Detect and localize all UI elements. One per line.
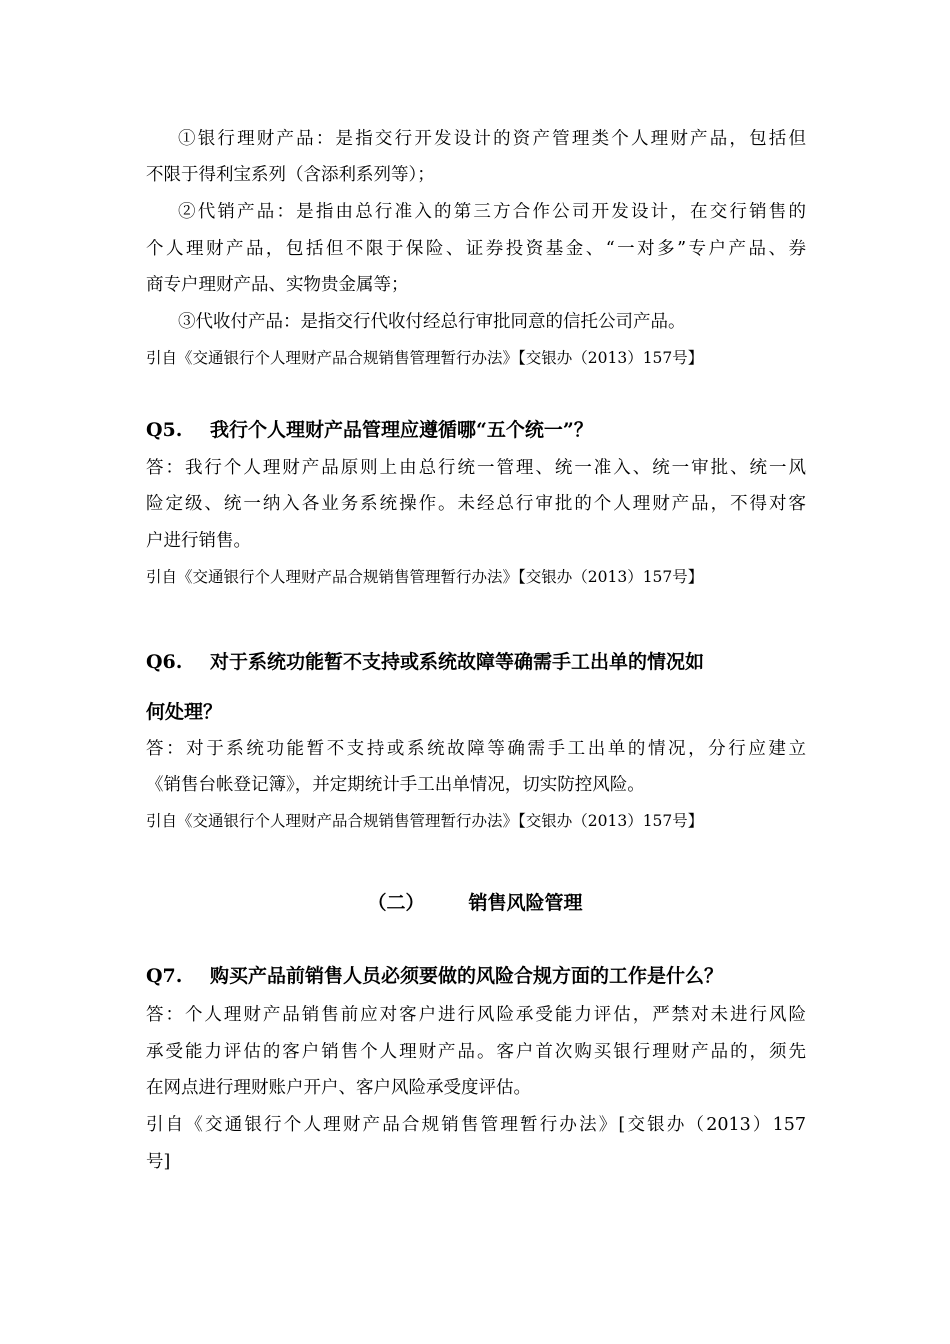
q7-answer-line2: 承受能力评估的客户销售个人理财产品。客户首次购买银行理财产品的，须先 bbox=[146, 1042, 806, 1062]
q7-answer-line3: 在网点进行理财账户开户、客户风险承受度评估。 bbox=[146, 1078, 531, 1098]
q5-heading bbox=[146, 416, 806, 444]
intro-citation: 引自《交通银行个人理财产品合规销售管理暂行办法》【交银办（2013）157号】 bbox=[146, 349, 704, 367]
q6-title-line2: 何处理？ bbox=[146, 701, 223, 723]
q6-title-line1: 对于系统功能暂不支持或系统故障等确需手工出单的情况如 bbox=[210, 651, 705, 673]
q6-citation: 引自《交通银行个人理财产品合规销售管理暂行办法》【交银办（2013）157号】 bbox=[146, 812, 704, 830]
q6-answer-line1: 答：对于系统功能暂不支持或系统故障等确需手工出单的情况，分行应建立 bbox=[146, 739, 806, 759]
q7-title: 购买产品前销售人员必须要做的风险合规方面的工作是什么？ bbox=[210, 965, 724, 987]
q6-number: Q6. bbox=[146, 651, 183, 673]
intro-item3-line1: ③代收付产品：是指交行代收付经总行审批同意的信托公司产品。 bbox=[178, 312, 686, 332]
q7-citation-line1: 引自《交通银行个人理财产品合规销售管理暂行办法》[交银办（2013）157 bbox=[146, 1115, 806, 1135]
section-number: （二） bbox=[367, 892, 425, 914]
q5-citation: 引自《交通银行个人理财产品合规销售管理暂行办法》【交银办（2013）157号】 bbox=[146, 568, 704, 586]
q5-number: Q5. bbox=[146, 419, 183, 441]
q7-answer-line1: 答：个人理财产品销售前应对客户进行风险承受能力评估，严禁对未进行风险 bbox=[146, 1005, 806, 1025]
q7-number: Q7. bbox=[146, 965, 183, 987]
intro-item1-line2: 不限于得利宝系列（含添利系列等）； bbox=[146, 165, 435, 185]
q6-answer-line2: 《销售台帐登记簿》，并定期统计手工出单情况，切实防控风险。 bbox=[146, 775, 645, 795]
q5-title: 我行个人理财产品管理应遵循哪“五个统一”？ bbox=[210, 419, 593, 441]
intro-item1-line1: ①银行理财产品：是指交行开发设计的资产管理类个人理财产品，包括但 bbox=[178, 129, 806, 149]
q6-heading bbox=[146, 648, 806, 676]
q7-heading bbox=[146, 962, 806, 990]
q5-answer-line3: 户进行销售。 bbox=[146, 531, 251, 551]
q5-answer-line2: 险定级、统一纳入各业务系统操作。未经总行审批的个人理财产品，不得对客 bbox=[146, 494, 806, 514]
q5-answer-line1: 答：我行个人理财产品原则上由总行统一管理、统一准入、统一审批、统一风 bbox=[146, 458, 806, 478]
section-title: 销售风险管理 bbox=[468, 892, 583, 914]
intro-item2-line2: 个人理财产品，包括但不限于保险、证券投资基金、“一对多”专户产品、券 bbox=[146, 239, 806, 259]
intro-item2-line3: 商专户理财产品、实物贵金属等； bbox=[146, 275, 409, 295]
section-heading bbox=[0, 889, 950, 917]
q7-citation-line2: 号] bbox=[146, 1152, 171, 1172]
intro-item2-line1: ②代销产品：是指由总行准入的第三方合作公司开发设计，在交行销售的 bbox=[178, 202, 806, 222]
